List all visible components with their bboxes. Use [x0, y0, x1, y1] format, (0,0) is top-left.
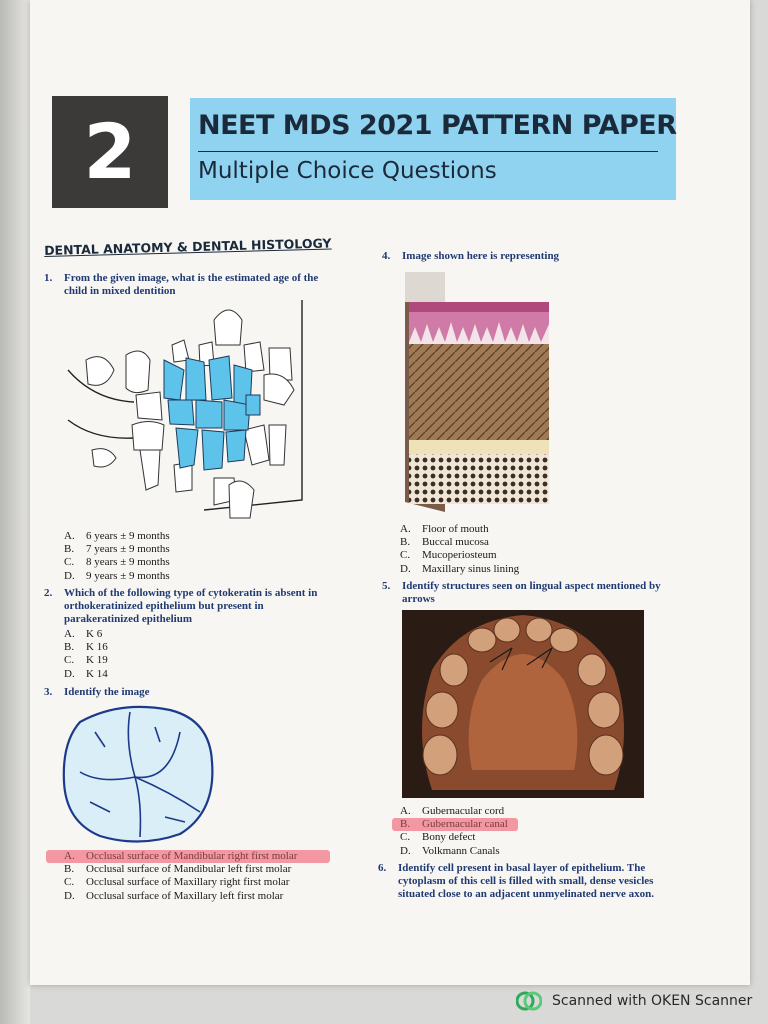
- option-d[interactable]: D. Volkmann Canals: [400, 844, 500, 857]
- option-b[interactable]: B. Buccal mucosa: [400, 536, 489, 549]
- question-line: Identify the image: [64, 686, 150, 698]
- question-line: situated close to an adjacent unmyelinated nerve axon.: [398, 888, 655, 900]
- question-1-options: [64, 530, 170, 583]
- option-b[interactable]: B. K 16: [64, 641, 108, 654]
- question-4-options: [400, 523, 519, 576]
- option-c[interactable]: C. 8 years ± 9 months: [64, 556, 170, 569]
- option-a[interactable]: A. 6 years ± 9 months: [64, 530, 170, 542]
- option-c[interactable]: C. Mucoperiosteum: [400, 549, 497, 562]
- question-number: 2.: [44, 587, 53, 599]
- question-line: parakeratinized epithelium: [64, 613, 193, 625]
- question-number: 6.: [378, 862, 387, 874]
- question-line: orthokeratinized epithelium but present in: [64, 600, 264, 612]
- molar-occlusal-figure: [60, 702, 220, 847]
- question-line: Identify structures seen on lingual aspect mentioned by: [402, 580, 661, 592]
- option-a[interactable]: A. Gubernacular cord: [400, 805, 505, 817]
- question-line: child in mixed dentition: [64, 285, 176, 297]
- option-b[interactable]: B. Occlusal surface of Mandibular left first molar: [64, 863, 292, 876]
- question-text: [398, 862, 654, 901]
- skull-palate-photo: [402, 610, 644, 798]
- mixed-dentition-figure: [64, 300, 324, 525]
- option-d[interactable]: D. 9 years ± 9 months: [64, 569, 170, 582]
- page-title: NEET MDS 2021 PATTERN PAPER: [198, 110, 677, 141]
- option-d[interactable]: D. Maxillary sinus lining: [400, 562, 520, 575]
- scanner-watermark-text: Scanned with OKEN Scanner: [552, 993, 753, 1009]
- option-d[interactable]: D. K 14: [64, 667, 108, 680]
- question-line: From the given image, what is the estimated age of the: [64, 272, 319, 284]
- oken-scanner-logo-icon: [516, 990, 542, 1012]
- option-a-highlighted[interactable]: A. Occlusal surface of Mandibular right first molar: [46, 850, 330, 863]
- option-d[interactable]: D. Occlusal surface of Maxillary left first molar: [64, 889, 284, 902]
- question-line: cytoplasm of this cell is filled with small, dense vesicles: [398, 875, 654, 887]
- section-heading: DENTAL ANATOMY & DENTAL HISTOLOGY: [44, 235, 332, 258]
- option-a[interactable]: A. Floor of mouth: [400, 523, 489, 535]
- option-c[interactable]: C. Occlusal surface of Maxillary right first molar: [64, 876, 290, 889]
- question-number: 3.: [44, 686, 53, 698]
- question-2-options: [64, 628, 108, 681]
- option-b[interactable]: B. 7 years ± 9 months: [64, 543, 170, 556]
- question-text: [402, 580, 661, 606]
- question-number: 5.: [382, 580, 391, 592]
- question-text: [64, 587, 317, 626]
- page-edge: [0, 0, 30, 1024]
- option-b-highlighted[interactable]: B. Gubernacular canal: [392, 818, 518, 831]
- mucosa-histology-figure: [405, 272, 555, 512]
- option-c[interactable]: C. K 19: [64, 654, 108, 667]
- question-line: arrows: [402, 593, 435, 605]
- question-number: 1.: [44, 272, 53, 284]
- question-text: [64, 686, 150, 699]
- question-5-options: [400, 805, 518, 858]
- question-line: Which of the following type of cytokeratin is absent in: [64, 587, 318, 599]
- chapter-number: 2: [52, 96, 168, 208]
- option-a[interactable]: A. K 6: [64, 628, 103, 640]
- question-line: Image shown here is representing: [402, 250, 560, 262]
- question-3-options: [64, 850, 330, 903]
- question-line: Identify cell present in basal layer of epithelium. The: [398, 862, 646, 874]
- page-subtitle: Multiple Choice Questions: [198, 158, 497, 184]
- option-c[interactable]: C. Bony defect: [400, 831, 476, 844]
- question-text: [64, 272, 318, 298]
- question-number: 4.: [382, 250, 391, 262]
- scanner-watermark: [516, 990, 752, 1012]
- question-text: [402, 250, 559, 263]
- title-divider: [198, 151, 658, 152]
